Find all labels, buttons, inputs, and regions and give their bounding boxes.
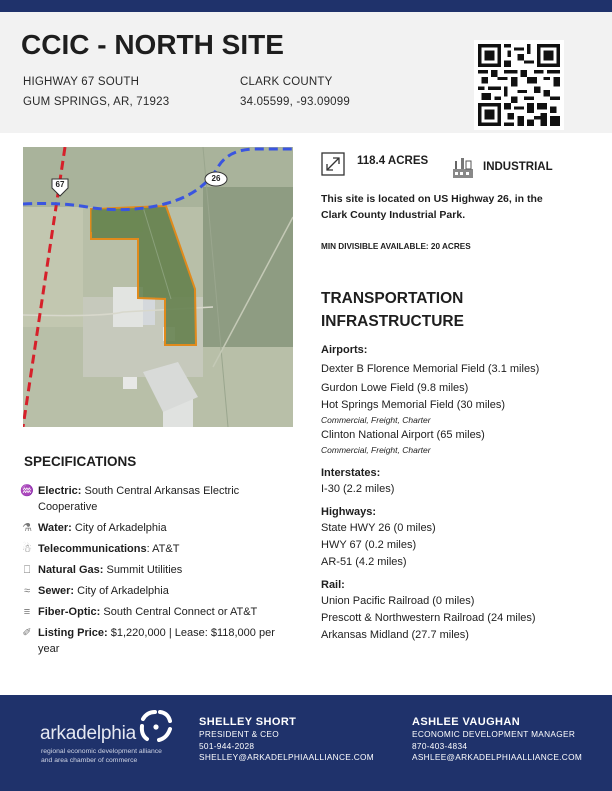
logo-subtitle-1: regional economic development alliance	[41, 748, 162, 755]
gas-tank-icon: ⎕	[23, 564, 31, 576]
contact-card	[199, 715, 374, 764]
min-divisible: MIN DIVISIBLE AVAILABLE: 20 ACRES	[321, 242, 471, 251]
aerial-map	[23, 147, 293, 427]
spec-value: $1,220,000 | Lease: $118,000 per year	[38, 627, 275, 655]
qr-code-icon	[478, 44, 560, 126]
airport-item: Hot Springs Memorial Field (30 miles)	[321, 399, 505, 411]
water-icon: ⚗	[22, 522, 32, 534]
spec-value: South Central Arkansas Electric Cooperative	[38, 485, 240, 513]
spec-value: City of Arkadelphia	[71, 522, 167, 534]
contact-card	[412, 715, 582, 764]
electric-icon: ♒	[20, 485, 34, 497]
county: CLARK COUNTY	[240, 76, 333, 88]
address-line-1: HIGHWAY 67 SOUTH	[23, 76, 140, 88]
resize-arrow-icon	[321, 152, 345, 176]
header	[0, 12, 612, 133]
spec-telecom	[20, 541, 290, 557]
spec-label: Water:	[38, 522, 72, 534]
rail-heading: Rail:	[321, 579, 345, 591]
price-tag-icon: ✐	[22, 627, 32, 639]
airport-note: Commercial, Freight, Charter	[321, 445, 431, 455]
page-title: CCIC - NORTH SITE	[21, 29, 284, 60]
factory-icon	[451, 155, 475, 179]
spec-value: South Central Connect or AT&T	[100, 606, 258, 618]
acreage-value: 118.4 ACRES	[357, 155, 429, 167]
rail-item: Prescott & Northwestern Railroad (24 miles)	[321, 612, 536, 624]
airport-item: Clinton National Airport (65 miles)	[321, 429, 485, 441]
coordinates: 34.05599, -93.09099	[240, 96, 350, 108]
contact-phone[interactable]: 501-944-2028	[199, 740, 255, 751]
acreage-stat	[321, 152, 428, 176]
top-accent-bar	[0, 0, 612, 12]
transportation-list	[321, 342, 601, 644]
spec-label: Sewer:	[38, 585, 75, 597]
spec-label: Fiber-Optic:	[38, 606, 101, 618]
contact-role: PRESIDENT & CEO	[199, 729, 279, 739]
logo-wordmark: arkadelphia	[40, 723, 137, 744]
spec-water	[20, 520, 290, 536]
contact-name: SHELLEY SHORT	[199, 716, 297, 728]
address-line-2: GUM SPRINGS, AR, 71923	[23, 96, 170, 108]
airports-heading: Airports:	[321, 344, 368, 356]
spec-gas	[20, 562, 290, 578]
highway-item: HWY 67 (0.2 miles)	[321, 539, 417, 551]
route-26-label: 26	[211, 174, 221, 183]
interstates-heading: Interstates:	[321, 467, 381, 479]
contact-email[interactable]: SHELLEY@ARKADELPHIAALLIANCE.COM	[199, 752, 374, 762]
route-67-label: 67	[55, 180, 65, 189]
site-map[interactable]	[23, 147, 293, 427]
fiber-icon: ≡	[23, 606, 31, 618]
contact-role: ECONOMIC DEVELOPMENT MANAGER	[412, 729, 576, 739]
spec-price	[20, 625, 290, 657]
highway-item: AR-51 (4.2 miles)	[321, 556, 407, 568]
highways-heading: Highways:	[321, 506, 377, 518]
transportation-title-line-2: INFRASTRUCTURE	[321, 313, 464, 330]
transportation-title	[321, 287, 464, 333]
arkadelphia-logo[interactable]	[40, 709, 180, 769]
tower-icon: ☃	[22, 543, 32, 555]
zoning-stat	[451, 155, 553, 179]
spec-value: : AT&T	[146, 543, 180, 555]
site-stats	[321, 152, 601, 182]
specifications-title: SPECIFICATIONS	[24, 454, 137, 469]
spec-label: Listing Price:	[38, 627, 108, 639]
interstate-item: I-30 (2.2 miles)	[321, 483, 395, 495]
spec-value: Summit Utilities	[103, 564, 183, 576]
logo-mark-icon	[137, 709, 173, 745]
spec-value: City of Arkadelphia	[74, 585, 169, 597]
sewer-icon: ≈	[23, 585, 31, 597]
site-description: This site is located on US Highway 26, in the Clark County Industrial Park.	[321, 193, 543, 221]
site-location	[240, 72, 350, 112]
airport-item: Dexter B Florence Memorial Field (3.1 miles)	[321, 363, 540, 375]
footer	[0, 695, 612, 791]
spec-label: Natural Gas:	[38, 564, 104, 576]
highway-item: State HWY 26 (0 miles)	[321, 522, 436, 534]
spec-electric	[20, 483, 290, 515]
specifications-list	[20, 483, 290, 662]
qr-code[interactable]	[474, 40, 564, 130]
logo-subtitle-2: and area chamber of commerce	[41, 757, 138, 764]
spec-sewer	[20, 583, 290, 599]
rail-item: Arkansas Midland (27.7 miles)	[321, 629, 469, 641]
airport-item: Gurdon Lowe Field (9.8 miles)	[321, 382, 469, 394]
transportation-title-line-1: TRANSPORTATION	[321, 290, 464, 307]
spec-fiber	[20, 604, 290, 620]
site-address	[23, 72, 169, 112]
spec-label: Telecommunications	[38, 543, 147, 555]
contact-name: ASHLEE VAUGHAN	[412, 716, 521, 728]
rail-item: Union Pacific Railroad (0 miles)	[321, 595, 475, 607]
spec-label: Electric:	[38, 485, 82, 497]
airport-note: Commercial, Freight, Charter	[321, 415, 431, 425]
zoning-value: INDUSTRIAL	[483, 161, 553, 173]
contact-email[interactable]: ASHLEE@ARKADELPHIAALLIANCE.COM	[412, 752, 583, 762]
contact-phone[interactable]: 870-403-4834	[412, 740, 468, 751]
